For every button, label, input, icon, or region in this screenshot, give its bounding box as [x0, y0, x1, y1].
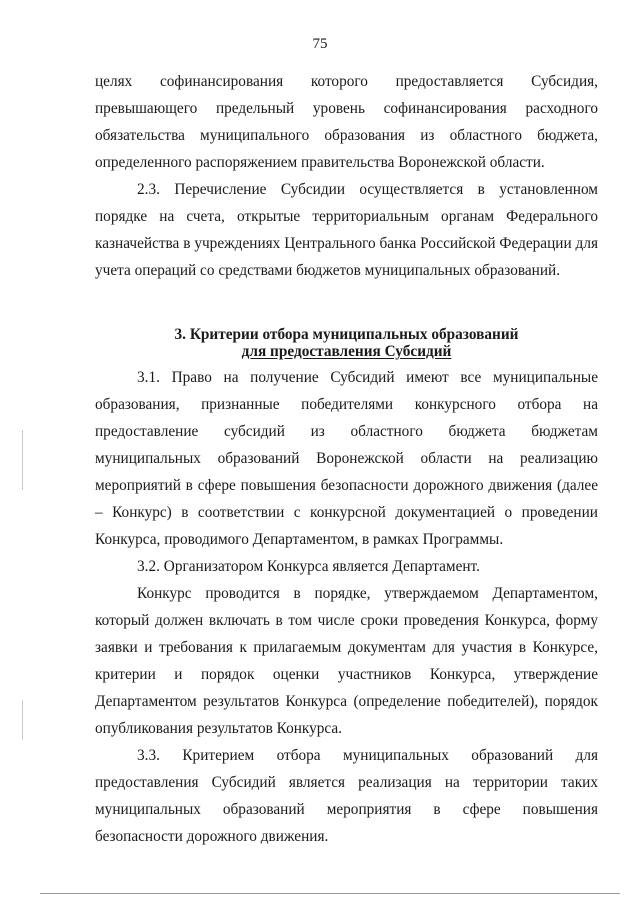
paragraph-2-3: 2.3. Перечисление Субсидии осуществляется в установленном порядке на счета, открытые территориальным органам Федерального казначейства в учреждениях Центрального банка Российской Федерации для учета операций со средствами бюджетов муниципальных образований. [95, 181, 598, 279]
scan-margin-mark [22, 700, 23, 740]
section-3-heading-line1: 3. Критерии отбора муниципальных образований [174, 326, 519, 343]
scan-bottom-edge [40, 893, 620, 894]
section-3-heading-line2: для предоставления Субсидий [241, 343, 452, 360]
paragraph-continuation: целях софинансирования которого предоставляется Субсидия, превышающего предельный уровень софинансирования расходного обязательства муниципального образования из областного бюджета, определенного распоряжением правительства Воронежской области. [95, 73, 598, 171]
paragraph-3-3: 3.3. Критерием отбора муниципальных образований для предоставления Субсидий является реализация на территории таких муниципальных образований мероприятия в сфере повышения безопасности дорожного движения. [95, 747, 598, 845]
scan-margin-mark [22, 430, 23, 490]
document-body [95, 68, 598, 850]
paragraph-3-2: 3.2. Организатором Конкурса является Департамент. [137, 558, 480, 575]
paragraph-3-2-contest: Конкурс проводится в порядке, утверждаемом Департаментом, который должен включать в том числе сроки проведения Конкурса, форму заявки и требования к прилагаемым документам для участия в Конкурсе, критерии и порядок оценки участников Конкурса, утверждение Департаментом результатов Конкурса (определение победителей), порядок опубликования результатов Конкурса. [95, 585, 598, 737]
section-3-heading [95, 326, 598, 360]
page-number: 75 [312, 36, 328, 52]
paragraph-3-1: 3.1. Право на получение Субсидий имеют все муниципальные образования, признанные победителями конкурсного отбора на предоставление субсидий из областного бюджета бюджетам муниципальных образований Воронежской области на реализацию мероприятий в сфере повышения безопасности дорожного движения (далее – Конкурс) в соответствии с конкурсной документацией о проведении Конкурса, проводимого Департаментом, в рамках Программы. [95, 369, 598, 548]
